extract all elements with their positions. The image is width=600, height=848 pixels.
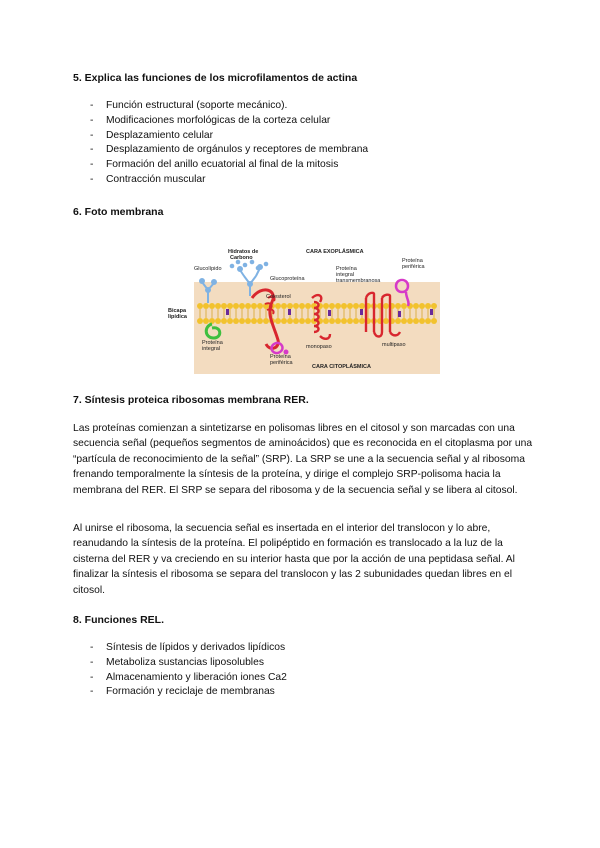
label-cytoplasmic: CARA CITOPLÁSMICA <box>312 364 371 370</box>
label-monopaso: monopaso <box>306 344 332 350</box>
label-trans-3: transmembranosa <box>336 278 381 284</box>
label-integral-2: integral <box>202 346 221 352</box>
label-integral-1: Proteína <box>202 340 223 346</box>
label-peripheral-bottom-2: periférica <box>270 360 293 366</box>
heading-section-8: 8. Funciones REL. <box>73 614 165 626</box>
heading-section-7: 7. Síntesis proteica ribosomas membrana RER. <box>73 394 309 406</box>
list-item: - Formación y reciclaje de membranas <box>90 686 275 698</box>
list-item: - Síntesis de lípidos y derivados lipídicos <box>90 642 286 653</box>
heading-section-6: 6. Foto membrana <box>73 206 164 218</box>
label-cholesterol: Colesterol <box>266 294 291 300</box>
list-item: - Desplazamiento de orgánulos y receptores de membrana <box>90 144 369 156</box>
list-rel-functions <box>73 641 287 700</box>
label-trans-2: integral <box>336 272 355 278</box>
paragraph-translocon: Al unirse el ribosoma, la secuencia señal es insertada en el interior del translocon y lo abre, reanudando la síntesis de la proteína. El polipéptido en formación es translocado a la luz de la cisterna del RER y va creciendo en su interior hasta que por la acción de una peptidasa señal. Al finalizar la síntesis el ribosoma se separa del translocon y las 2 subunidades quedan libres en el citosol. <box>73 523 515 596</box>
label-hydrates-2: Carbono <box>230 255 253 261</box>
label-peripheral-bottom-1: Proteína <box>270 354 291 360</box>
label-peripheral-top-2: periférica <box>402 264 425 270</box>
list-item: - Función estructural (soporte mecánico). <box>90 100 288 111</box>
label-bilayer-1: Bicapa <box>168 308 187 314</box>
list-actin-functions <box>73 99 368 188</box>
list-item: - Formación del anillo ecuatorial al final de la mitosis <box>90 159 339 171</box>
label-glycolipid: Glucolípido <box>194 266 222 272</box>
heading-section-5: 5. Explica las funciones de los microfilamentos de actina <box>73 72 358 84</box>
list-item: - Metaboliza sustancias liposolubles <box>90 656 264 668</box>
label-trans-1: Proteína <box>336 266 357 272</box>
list-item: - Modificaciones morfológicas de la corteza celular <box>90 114 331 126</box>
label-hydrates-1: Hidratos de <box>228 249 259 255</box>
label-multipaso: multipaso <box>382 342 406 348</box>
label-bilayer-2: lipídica <box>168 314 187 320</box>
carbohydrate-dots <box>230 260 269 271</box>
label-glycoprotein: Glucoproteína <box>270 276 305 282</box>
label-peripheral-top-1: Proteína <box>402 258 423 264</box>
label-exoplasmic: CARA EXOPLÁSMICA <box>306 249 364 255</box>
list-item: - Contracción muscular <box>90 173 206 185</box>
paragraph-srp: Las proteínas comienzan a sintetizarse en polisomas libres en el citosol y son marcadas con una secuencia señal (pequeños segmentos de aminoácidos) que es reconocida en el citoplasma por una “partícula de reconocimiento de la señal” (SRP). La SRP se une a la secuencia señal y al ribosoma frenando temporalmente la síntesis de la proteína, y dirige el complejo SRP-polisoma hacia la membrana del RER. El SRP se separa del ribosoma y de la secuencia señal y se libera al citosol. <box>73 423 533 496</box>
list-item: - Desplazamiento celular <box>90 129 214 141</box>
list-item: - Almacenamiento y liberación iones Ca2 <box>90 671 287 683</box>
membrane-figure <box>166 240 440 374</box>
